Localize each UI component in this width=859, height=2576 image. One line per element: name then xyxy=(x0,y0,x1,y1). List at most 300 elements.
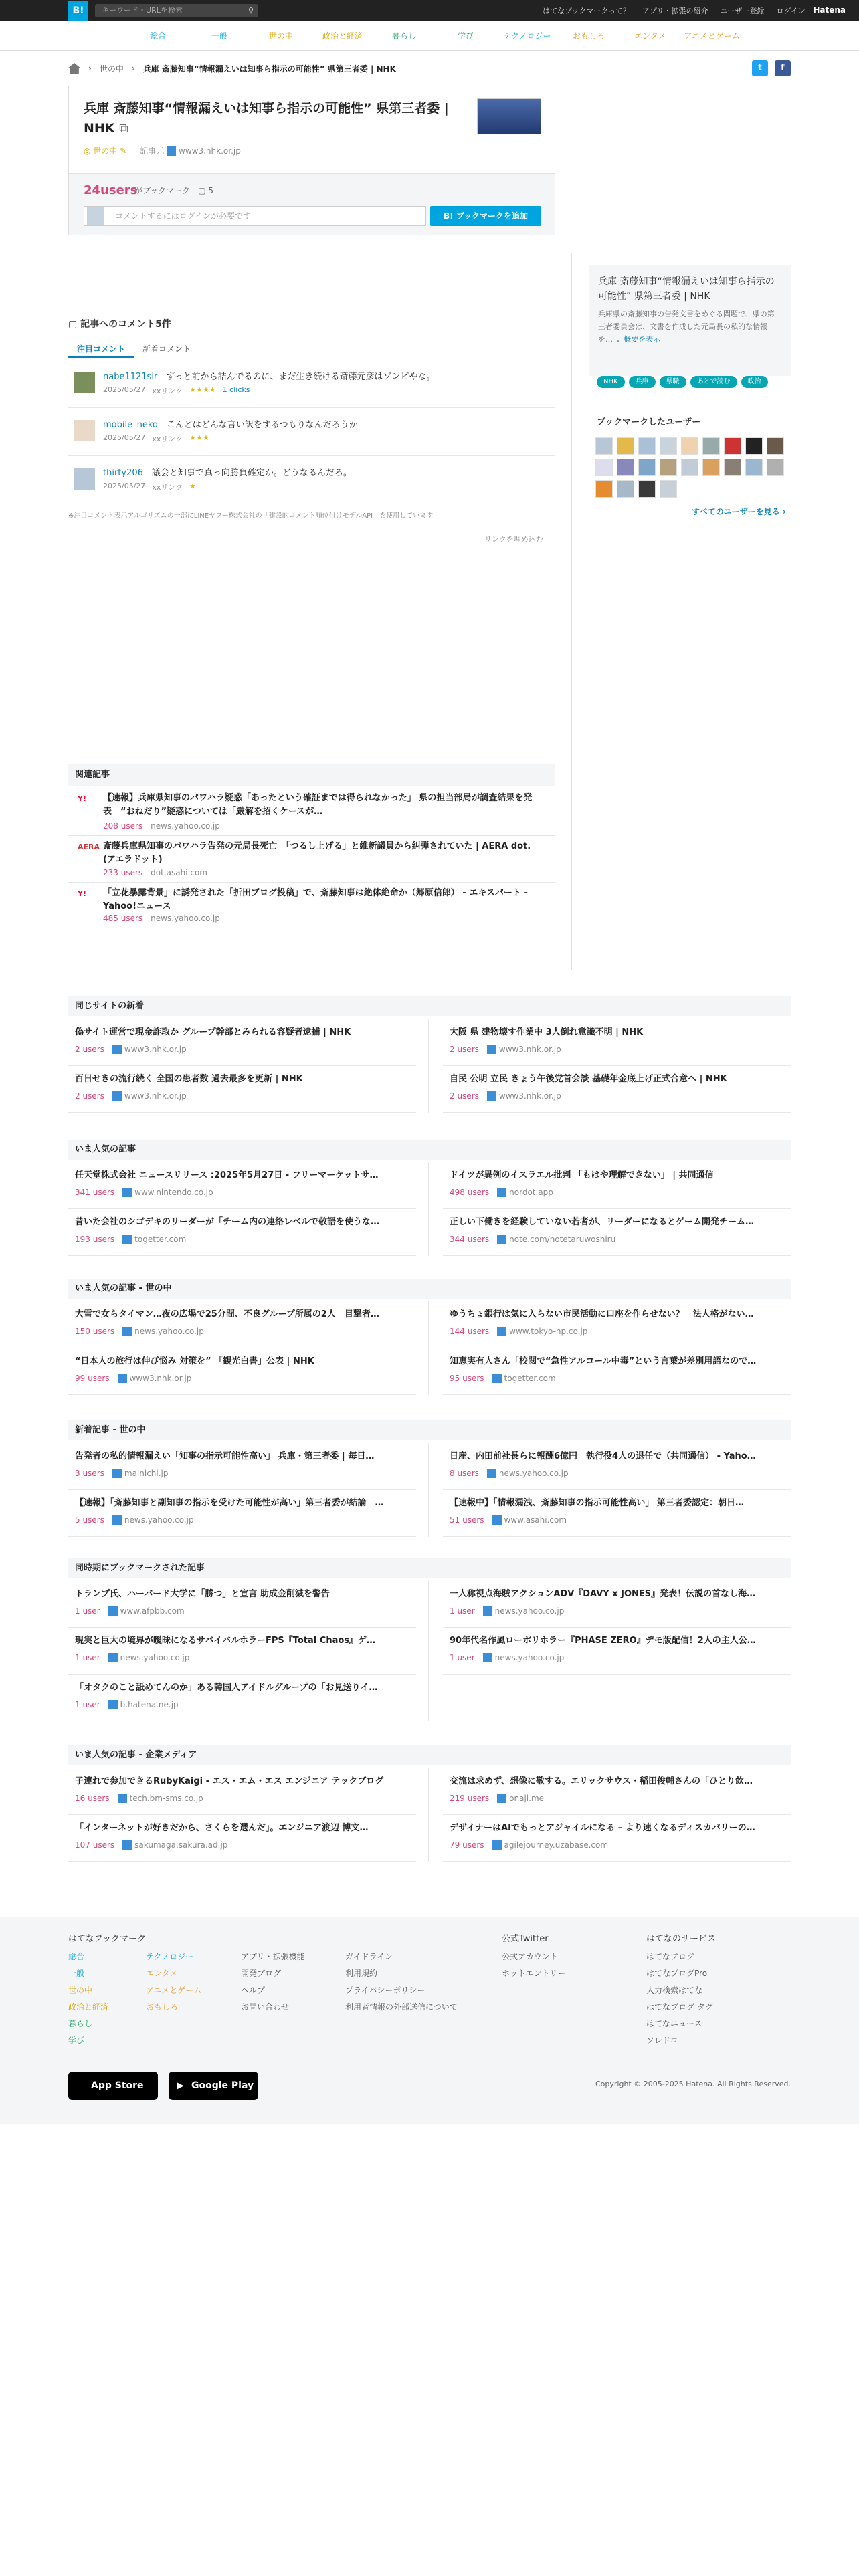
comment-algorithm-note: ※注目コメント表示アルゴリズムの一部にLINEヤフー株式会社の「建設的コメント順位付けモデルAPI」を使用しています xyxy=(68,512,434,520)
bookmark-user-avatar[interactable] xyxy=(767,459,784,476)
entry-item-meta xyxy=(450,1652,564,1663)
item-domain: www.nintendo.co.jp xyxy=(134,1188,213,1197)
entry-item-title[interactable]: 百日せきの流行続く 全国の患者数 過去最多を更新 | NHK xyxy=(75,1074,303,1084)
bookmark-user-avatar[interactable] xyxy=(595,459,613,476)
entry-item-meta xyxy=(75,1186,213,1198)
entry-item[interactable] xyxy=(443,1628,791,1675)
related-title[interactable]: 斎藤兵庫県知事のパワハラ告発の元局長死亡 「つるし上げる」と維新議員から糾弾されていた | AERA dot. (アエラドット) xyxy=(103,841,531,865)
users-count[interactable]: 5 users xyxy=(75,1515,104,1525)
site-favicon-icon xyxy=(487,1469,496,1478)
star-rating[interactable]: ★ xyxy=(189,481,197,490)
users-count[interactable]: 1 user xyxy=(75,1653,100,1662)
tag-0[interactable]: NHK xyxy=(597,376,625,388)
related-item[interactable] xyxy=(68,788,555,836)
sidebar-entry-desc: 兵庫県の斎藤知事の告発文書をめぐる問題で、県の第三者委員会は、文書を作成した元局長の私的な情報を… xyxy=(598,310,775,344)
users-count[interactable]: 16 users xyxy=(75,1794,110,1803)
section-divider xyxy=(428,1162,429,1256)
users-count[interactable]: 193 users xyxy=(75,1235,115,1244)
entry-item-meta xyxy=(450,1792,544,1804)
users-count[interactable]: 2 users xyxy=(75,1045,104,1054)
external-link-icon[interactable]: ⧉ xyxy=(119,121,128,136)
tag-1[interactable]: 兵庫 xyxy=(629,376,656,388)
entry-item-title[interactable]: デザイナーはAIでもっとアジャイルになる – より速くなるディスカバリーの… xyxy=(450,1823,755,1833)
hatena-brand[interactable]: Hatena xyxy=(813,5,846,15)
entry-item-title[interactable]: 交流は求めず、想像に敬する。エリックサウス・稲田俊輔さんの「ひとり飲… xyxy=(450,1776,753,1786)
footer-link[interactable]: 開発ブログ xyxy=(241,1969,282,1978)
users-count[interactable]: 344 users xyxy=(450,1235,490,1244)
related-title[interactable]: 【速報】兵庫県知事のパワハラ疑惑「あったという確証までは得られなかった」 県の担当部局が調査結果を発表 “おねだり”疑惑については「厳解を招くケースが… xyxy=(103,793,533,817)
comment-body xyxy=(103,369,436,382)
users-count[interactable]: 8 users xyxy=(450,1469,479,1478)
comment-item xyxy=(68,409,555,456)
footer-twitter-links xyxy=(502,1949,566,1982)
footer-link[interactable]: 政治と経済 xyxy=(68,2002,109,2012)
site-favicon-icon xyxy=(492,1840,502,1850)
bookmark-user-avatar[interactable] xyxy=(702,437,720,455)
entry-item-meta xyxy=(75,1090,187,1101)
site-favicon-icon xyxy=(108,1700,118,1709)
entry-item-title[interactable]: 知恵実有人さん「校閲で“急性アルコール中毒”という言葉が差別用語なので… xyxy=(450,1356,757,1366)
entry-item[interactable] xyxy=(68,1768,416,1815)
site-favicon-icon xyxy=(167,146,176,156)
bookmark-user-avatar[interactable] xyxy=(745,459,763,476)
users-count[interactable]: 79 users xyxy=(450,1840,484,1850)
avatar[interactable] xyxy=(74,372,95,393)
entry-item-meta xyxy=(450,1325,587,1337)
entry-meta xyxy=(84,145,241,156)
comment-bubble-icon: ▢ xyxy=(198,186,206,195)
footer-link[interactable]: はてなニュース xyxy=(646,2019,702,2028)
bookmark-user-avatar[interactable] xyxy=(681,437,698,455)
category-tab-5[interactable]: 学び xyxy=(457,31,474,41)
entry-item[interactable] xyxy=(443,1348,791,1395)
category-tab-2[interactable]: 世の中 xyxy=(268,31,293,41)
entry-item[interactable] xyxy=(443,1490,791,1537)
entry-item-meta xyxy=(450,1605,564,1616)
site-favicon-icon xyxy=(497,1794,506,1803)
footer-link[interactable]: 暮らし xyxy=(68,2019,93,2028)
google-play-button[interactable]: ▶ Google Play xyxy=(169,2072,258,2100)
hatena-bookmark-logo[interactable]: B! xyxy=(68,1,88,21)
item-domain: dot.asahi.com xyxy=(151,868,207,877)
site-favicon-icon xyxy=(487,1091,496,1101)
users-count[interactable]: 1 user xyxy=(75,1700,100,1709)
search-icon[interactable]: ⚲ xyxy=(248,6,254,15)
footer-link[interactable]: プライバシーポリシー xyxy=(345,1985,425,1995)
users-count[interactable]: 51 users xyxy=(450,1515,484,1525)
users-count[interactable]: 498 users xyxy=(450,1188,490,1197)
section-3 xyxy=(68,1420,791,1537)
footer-link[interactable]: アプリ・拡張機能 xyxy=(241,1952,305,1961)
entry-item[interactable] xyxy=(68,1443,416,1490)
users-count[interactable]: 1 user xyxy=(450,1606,475,1616)
site-favicon-icon: Y! xyxy=(78,794,86,803)
item-domain: note.com/notetaruwoshiru xyxy=(509,1235,616,1244)
item-domain: www3.nhk.or.jp xyxy=(129,1374,192,1383)
entry-item[interactable] xyxy=(443,1443,791,1490)
item-domain: www.afpbb.com xyxy=(120,1606,185,1616)
category-tab-4[interactable]: 暮らし xyxy=(391,31,416,41)
entry-item[interactable] xyxy=(68,1019,416,1066)
site-favicon-icon xyxy=(492,1374,502,1383)
entry-item-title[interactable]: 子連れで参加できるRubyKaigi - エス・エム・エス エンジニア テックブログ xyxy=(75,1776,384,1786)
footer-link[interactable]: はてなブログPro xyxy=(646,1969,708,1978)
comment-bubble-icon: ▢ xyxy=(68,319,78,330)
top-bar xyxy=(0,0,859,21)
comment-text: ずっと前から詰んでるのに、まだ生き続ける斎藤元彦はゾンビやな。 xyxy=(166,372,436,382)
entry-item-meta xyxy=(450,1467,569,1479)
users-count[interactable]: 233 users xyxy=(103,868,143,877)
embed-link[interactable]: リンクを埋め込む xyxy=(484,535,543,544)
item-domain: news.yahoo.co.jp xyxy=(124,1515,194,1525)
entry-item-title[interactable]: 正しい下働きを経験していない若者が、リーダーになるとゲーム開発チーム… xyxy=(450,1217,755,1227)
footer-heading-twitter: 公式Twitter xyxy=(502,1934,549,1944)
footer-link[interactable]: 総合 xyxy=(68,1952,85,1961)
section-0 xyxy=(68,996,791,1113)
users-count[interactable]: 2 users xyxy=(75,1091,104,1101)
entry-item[interactable] xyxy=(443,1581,791,1628)
section-divider xyxy=(428,1301,429,1395)
item-domain: www.tokyo-np.co.jp xyxy=(509,1327,588,1336)
bookmark-user-avatar[interactable] xyxy=(724,437,741,455)
click-count[interactable]: 1 clicks xyxy=(222,385,250,394)
entry-item-title[interactable]: 一人称視点海賊アクションADV『DAVY x JONES』発表！伝説の首なし海… xyxy=(450,1589,756,1599)
site-favicon-icon: Y! xyxy=(78,889,86,898)
entry-item-title[interactable]: 【速報中】「情報漏洩、斎藤知事の指示可能性高い」 第三者委認定：朝日… xyxy=(450,1498,745,1508)
item-domain: www.asahi.com xyxy=(504,1515,567,1525)
users-count[interactable]: 219 users xyxy=(450,1794,490,1803)
related-heading: 関連記事 xyxy=(68,764,555,786)
comment-tabs xyxy=(68,340,555,358)
item-domain: news.yahoo.co.jp xyxy=(494,1653,565,1662)
users-count[interactable]: 95 users xyxy=(450,1374,484,1383)
category-tab-1[interactable]: 一般 xyxy=(211,31,227,41)
footer-link[interactable]: 利用規約 xyxy=(345,1969,378,1978)
footer-link[interactable]: 一般 xyxy=(68,1969,85,1978)
section-heading: いま人気の記事 - 企業メディア xyxy=(68,1745,791,1765)
site-favicon-icon xyxy=(112,1091,122,1101)
site-favicon-icon xyxy=(487,1045,496,1054)
site-favicon-icon xyxy=(118,1374,127,1383)
users-count[interactable]: 107 users xyxy=(75,1840,115,1850)
entry-item-meta xyxy=(75,1467,169,1479)
entry-item-title[interactable]: トランプ氏、ハーバード大学に「勝つ」と宣言 助成金削減を警告 xyxy=(75,1589,330,1599)
entry-item[interactable] xyxy=(68,1675,416,1721)
entry-item-meta xyxy=(75,1233,186,1245)
entry-item-meta xyxy=(450,1839,608,1850)
comment-date[interactable]: 2025/05/27 xyxy=(103,385,146,394)
item-domain: news.yahoo.co.jp xyxy=(494,1606,565,1616)
comment-date[interactable]: 2025/05/27 xyxy=(103,433,146,442)
footer-policy-links xyxy=(345,1949,458,2016)
entry-item-meta xyxy=(75,1792,203,1804)
entry-item[interactable] xyxy=(68,1066,416,1113)
comment-date[interactable]: 2025/05/27 xyxy=(103,481,146,490)
section-divider xyxy=(428,1019,429,1113)
footer-link[interactable]: お問い合わせ xyxy=(241,2002,290,2012)
entry-item[interactable] xyxy=(68,1581,416,1628)
entry-item-meta xyxy=(75,1043,187,1055)
site-favicon-icon xyxy=(108,1653,118,1662)
bookmark-user-avatar[interactable] xyxy=(767,437,784,455)
comments-heading: ▢ 記事へのコメント5件 xyxy=(68,319,171,330)
entry-item-title[interactable]: 昔いた会社のシゴデキのリーダーが「チーム内の連絡レベルで敬語を使うな… xyxy=(75,1217,380,1227)
comment-body xyxy=(103,417,358,430)
copyright: Copyright © 2005-2025 Hatena. All Rights Reserved. xyxy=(595,2080,791,2088)
footer-link[interactable]: ソレドコ xyxy=(646,2036,678,2045)
star-rating[interactable]: ★★★★ xyxy=(189,385,216,394)
entry-item-title[interactable]: 「インターネットが好きだから、さくらを選んだ」。エンジニア渡辺 博文… xyxy=(75,1823,369,1833)
search-input[interactable] xyxy=(95,4,258,17)
site-favicon-icon: AERA xyxy=(78,843,100,851)
entry-item-title[interactable]: 任天堂株式会社 ニュースリリース :2025年5月27日 - フリーマーケットサ… xyxy=(75,1170,379,1180)
comment-link[interactable]: xxリンク xyxy=(152,483,183,492)
entry-item-meta xyxy=(75,1839,227,1850)
bookmark-user-avatar[interactable] xyxy=(681,459,698,476)
related-meta xyxy=(103,867,207,878)
entry-bookmark-area xyxy=(69,173,555,235)
column-divider xyxy=(571,253,572,970)
app-store-button[interactable]: App Store xyxy=(68,2072,158,2100)
search-placeholder: キーワード・URLを検索 xyxy=(102,6,183,15)
comment-item xyxy=(68,457,555,504)
play-icon: ▶ xyxy=(177,2080,184,2091)
star-rating[interactable]: ★★★ xyxy=(189,433,209,442)
site-favicon-icon xyxy=(112,1469,122,1478)
comment-text: 議会と知事で真っ向勝負確定か。どうなるんだろ。 xyxy=(151,468,352,478)
category-tab-8[interactable]: エンタメ xyxy=(634,31,666,41)
entry-item-title[interactable]: 偽サイト運営で現金詐取か グループ幹部とみられる容疑者逮捕 | NHK xyxy=(75,1027,351,1037)
users-count[interactable]: 2 users xyxy=(450,1045,479,1054)
header-link-apps[interactable]: アプリ・拡張の紹介 xyxy=(642,7,708,15)
site-favicon-icon xyxy=(492,1515,502,1525)
footer-service-links xyxy=(241,1949,305,2016)
breadcrumb xyxy=(68,59,791,78)
users-count[interactable]: 144 users xyxy=(450,1327,490,1336)
item-domain: www3.nhk.or.jp xyxy=(124,1091,187,1101)
breadcrumb-section[interactable]: 世の中 xyxy=(99,64,124,74)
entry-item[interactable] xyxy=(443,1815,791,1862)
footer-link[interactable]: 人力検索はてな xyxy=(646,1985,703,1995)
tab-new-comments[interactable]: 新着コメント xyxy=(142,344,191,354)
tag-3[interactable]: あとで読む xyxy=(690,376,737,388)
bookmark-user-avatar[interactable] xyxy=(638,437,656,455)
related-meta xyxy=(103,820,220,831)
tab-popular-comments[interactable]: 注目コメント xyxy=(68,340,134,358)
avatar xyxy=(87,207,104,225)
category-tab-6[interactable]: テクノロジー xyxy=(503,31,551,41)
source-label: 記事元 xyxy=(140,146,165,156)
entry-thumbnail[interactable] xyxy=(477,98,541,134)
category-tab-7[interactable]: おもしろ xyxy=(572,31,605,41)
item-domain: www3.nhk.or.jp xyxy=(498,1091,561,1101)
entry-item[interactable] xyxy=(68,1301,416,1348)
footer-link[interactable]: アニメとゲーム xyxy=(146,1985,202,1995)
users-count[interactable]: 2 users xyxy=(450,1091,479,1101)
entry-item-title[interactable]: “日本人の旅行は伸び悩み 対策を” 「観光白書」公表 | NHK xyxy=(75,1356,314,1366)
site-favicon-icon xyxy=(122,1327,132,1336)
footer xyxy=(0,1917,859,2124)
bookmark-user-avatar[interactable] xyxy=(638,480,656,498)
entry-item-title[interactable]: 現実と巨大の境界が曖昧になるサバイバルホラーFPS『Total Chaos』ゲ… xyxy=(75,1636,376,1646)
item-domain: www3.nhk.or.jp xyxy=(498,1045,561,1054)
entry-item-title[interactable]: 90年代名作風ローポリホラー『PHASE ZERO』デモ版配信！2人の主人公… xyxy=(450,1636,756,1646)
bookmark-user-avatars xyxy=(595,437,789,498)
home-icon[interactable] xyxy=(68,63,80,74)
footer-hatena-services xyxy=(646,1949,713,2049)
entry-item-meta xyxy=(450,1090,561,1101)
entry-item-title[interactable]: 日産、内田前社長らに報酬6億円 執行役4人の退任で（共同通信） - Yaho… xyxy=(450,1451,756,1461)
item-domain: www3.nhk.or.jp xyxy=(124,1045,187,1054)
facebook-share-icon[interactable]: f xyxy=(775,60,791,76)
footer-link[interactable]: ホットエントリー xyxy=(502,1969,566,1978)
item-domain: agilejourney.uzabase.com xyxy=(504,1840,609,1850)
entry-item[interactable] xyxy=(68,1209,416,1256)
users-count[interactable]: 3 users xyxy=(75,1469,104,1478)
category-tab-0[interactable]: 総合 xyxy=(149,31,166,41)
footer-link[interactable]: エンタメ xyxy=(146,1969,178,1978)
entry-item-title[interactable]: 告発者の私的情報漏えい「知事の指示可能性高い」 兵庫・第三者委 | 毎日… xyxy=(75,1451,375,1461)
avatar[interactable] xyxy=(74,468,95,490)
entry-item-title[interactable]: 【速報】「斎藤知事と副知事の指示を受けた可能性が高い」第三者委が結論 … xyxy=(75,1498,384,1508)
entry-item[interactable] xyxy=(443,1162,791,1209)
entry-item-meta xyxy=(75,1605,185,1616)
bookmark-user-avatar[interactable] xyxy=(617,437,634,455)
show-summary-link[interactable]: ⌄ 概要を表示 xyxy=(615,335,661,344)
category-tab-9[interactable]: アニメとゲーム xyxy=(684,31,740,41)
bookmark-user-avatar[interactable] xyxy=(595,480,613,498)
header-link-about[interactable]: はてなブックマークって？ xyxy=(543,7,630,15)
bookmark-users-count[interactable]: 24users xyxy=(84,183,138,197)
users-count[interactable]: 1 user xyxy=(450,1653,475,1662)
category-nav xyxy=(0,21,859,51)
item-domain: news.yahoo.co.jp xyxy=(151,914,220,923)
site-favicon-icon xyxy=(112,1515,122,1525)
users-count[interactable]: 341 users xyxy=(75,1188,115,1197)
bookmark-user-avatar[interactable] xyxy=(702,459,720,476)
section-5 xyxy=(68,1745,791,1862)
related-item[interactable] xyxy=(68,883,555,928)
entry-domain[interactable]: www3.nhk.or.jp xyxy=(179,146,241,156)
entry-item-meta xyxy=(450,1233,615,1245)
site-favicon-icon xyxy=(122,1188,132,1197)
entry-item[interactable] xyxy=(68,1815,416,1862)
section-divider xyxy=(428,1443,429,1537)
footer-link[interactable]: はてなブログ xyxy=(646,1952,695,1961)
section-heading: いま人気の記事 xyxy=(68,1140,791,1160)
bookmark-user-avatar[interactable] xyxy=(660,437,677,455)
bookmark-user-avatar[interactable] xyxy=(745,437,763,455)
users-count[interactable]: 485 users xyxy=(103,914,143,923)
footer-link[interactable]: 世の中 xyxy=(68,1985,93,1995)
item-domain: onaji.me xyxy=(509,1794,545,1803)
comment-user[interactable]: nabe1121sir xyxy=(103,372,158,382)
header-link-register[interactable]: ユーザー登録 xyxy=(720,7,765,15)
entry-item-title[interactable]: 自民 公明 立民 きょう午後党首会談 基礎年金底上げ正式合意へ | NHK xyxy=(450,1074,727,1084)
bookmark-user-avatar[interactable] xyxy=(638,459,656,476)
chevron-right-icon: › xyxy=(131,64,135,73)
comment-link[interactable]: xxリンク xyxy=(152,435,183,443)
related-title[interactable]: 「立花暴露背景」に誘発された「折田ブログ投稿」で、斎藤知事は絶体絶命か（郷原信郎） - エキスパート - Yahoo!ニュース xyxy=(103,888,528,911)
footer-link[interactable]: 公式アカウント xyxy=(502,1952,558,1961)
entry-item-title[interactable]: 大阪 県 建物壊す作業中 3人倒れ意識不明 | NHK xyxy=(450,1027,644,1037)
item-domain: news.yahoo.co.jp xyxy=(120,1653,190,1662)
header-link-login[interactable]: ログイン xyxy=(776,7,805,15)
users-count[interactable]: 99 users xyxy=(75,1374,110,1383)
related-item[interactable] xyxy=(68,836,555,883)
site-favicon-icon xyxy=(122,1840,132,1850)
entry-item-title[interactable]: ゆうちょ銀行は気に入らない市民活動に口座を作らせない？ 法人格がない… xyxy=(450,1309,754,1319)
bookmark-user-avatar[interactable] xyxy=(595,437,613,455)
sidebar-entry-title[interactable]: 兵庫 斎藤知事“情報漏えいは知事ら指示の可能性” 県第三者委 | NHK xyxy=(598,276,775,302)
users-count[interactable]: 1 user xyxy=(75,1606,100,1616)
entry-item[interactable] xyxy=(68,1162,416,1209)
users-count[interactable]: 208 users xyxy=(103,821,143,831)
bookmark-user-avatar[interactable] xyxy=(617,480,634,498)
entry-title[interactable]: 兵庫 斎藤知事“情報漏えいは知事ら指示の可能性” 県第三者委 | NHK ⧉ xyxy=(84,101,449,136)
item-domain: news.yahoo.co.jp xyxy=(134,1327,204,1336)
section-heading: 新着記事 - 世の中 xyxy=(68,1420,791,1440)
bookmark-user-avatar[interactable] xyxy=(724,459,741,476)
entry-item[interactable] xyxy=(443,1301,791,1348)
users-count[interactable]: 150 users xyxy=(75,1327,115,1336)
site-favicon-icon xyxy=(118,1794,127,1803)
entry-item[interactable] xyxy=(68,1490,416,1537)
avatar[interactable] xyxy=(74,420,95,441)
footer-link[interactable]: ガイドライン xyxy=(345,1952,393,1961)
entry-item-title[interactable]: 大雪で女らタイマン…夜の広場で25分間、不良グループ所属の2人 目撃者… xyxy=(75,1309,379,1319)
comment-text: こんどはどんな言い訳をするつもりなんだろうか xyxy=(166,420,358,430)
entry-box xyxy=(68,86,555,235)
entry-item-title[interactable]: 「オタクのこと舐めてんのか」ある韓国人アイドルグループの「お見送りイ… xyxy=(75,1683,378,1693)
footer-link[interactable]: ヘルプ xyxy=(241,1985,266,1995)
site-favicon-icon xyxy=(108,1606,118,1616)
entry-item[interactable] xyxy=(443,1066,791,1113)
footer-link[interactable]: テクノロジー xyxy=(146,1952,194,1961)
bookmark-user-avatar[interactable] xyxy=(660,459,677,476)
bookmark-user-avatar[interactable] xyxy=(660,480,677,498)
category-tab-3[interactable]: 政治と経済 xyxy=(322,31,363,41)
entry-item[interactable] xyxy=(443,1768,791,1815)
item-domain: news.yahoo.co.jp xyxy=(498,1469,569,1478)
twitter-share-icon[interactable]: t xyxy=(752,60,768,76)
entry-item[interactable] xyxy=(443,1019,791,1066)
comment-link[interactable]: xxリンク xyxy=(152,387,183,395)
footer-link[interactable]: おもしろ xyxy=(146,2002,179,2012)
comment-item xyxy=(68,361,555,408)
footer-link[interactable]: 利用者情報の外部送信について xyxy=(345,2002,458,2012)
comment-user[interactable]: mobile_neko xyxy=(103,420,158,430)
footer-link[interactable]: はてなブログ タグ xyxy=(646,2002,713,2012)
entry-category[interactable]: ◎ 世の中 ✎ xyxy=(84,146,127,156)
footer-link[interactable]: 学び xyxy=(68,2036,85,2045)
comment-user[interactable]: thirty206 xyxy=(103,468,143,478)
entry-item[interactable] xyxy=(68,1628,416,1675)
entry-item-title[interactable]: ドイツが異例のイスラエル批判 「もはや理解できない」 | 共同通信 xyxy=(450,1170,714,1180)
site-favicon-icon xyxy=(497,1327,506,1336)
add-bookmark-button[interactable]: B! ブックマークを追加 xyxy=(430,206,541,226)
site-favicon-icon xyxy=(483,1606,492,1616)
tag-2[interactable]: 県職 xyxy=(660,376,686,388)
entry-item[interactable] xyxy=(68,1348,416,1395)
entry-item[interactable] xyxy=(443,1209,791,1256)
item-domain: tech.bm-sms.co.jp xyxy=(129,1794,203,1803)
tag-4[interactable]: 政治 xyxy=(741,376,768,388)
comment-input[interactable]: コメントするにはログインが必要です xyxy=(84,206,426,226)
bookmark-user-avatar[interactable] xyxy=(617,459,634,476)
all-users-link[interactable]: すべてのユーザーを見る › xyxy=(692,507,786,516)
item-domain: b.hatena.ne.jp xyxy=(120,1700,179,1709)
